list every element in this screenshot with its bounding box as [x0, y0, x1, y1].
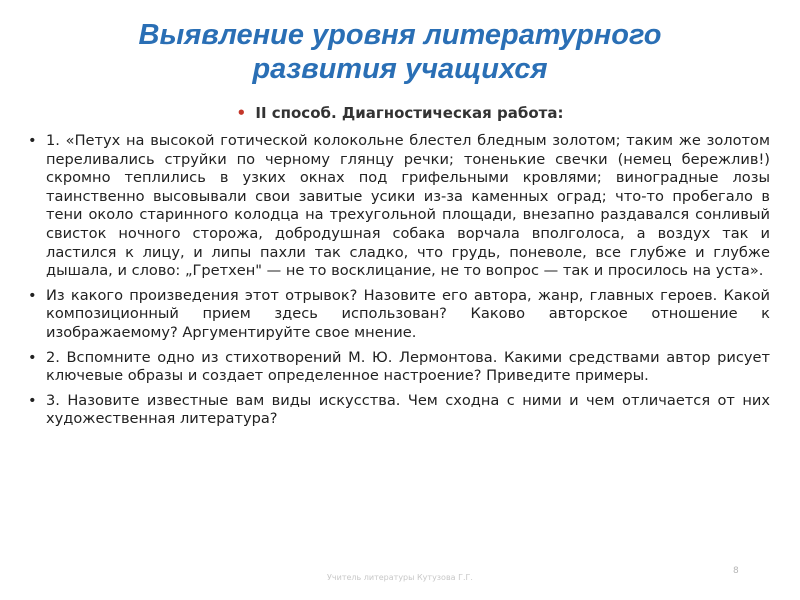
task-list [28, 132, 770, 435]
list-bullet: • [28, 286, 37, 304]
list-item-text: Из какого произведения этот отрывок? Назовите его автора, жанр, главных героев. Какой композиционный прием здесь использован? Каково авторское отношение к изображаемому? Аргументируйте свое мнение. [46, 286, 770, 341]
page-number: 8 [733, 566, 739, 576]
list-item-text: 3. Назовите известные вам виды искусства. Чем сходна с ними и чем отличается от них художественная литература? [46, 391, 770, 428]
list-bullet: • [28, 391, 37, 409]
list-item-text: 2. Вспомните одно из стихотворений М. Ю. Лермонтова. Какими средствами автор рисует ключевые образы и создает определенное настроение? Приведите примеры. [46, 348, 770, 385]
slide-title-line-2: развития учащихся [252, 53, 548, 85]
list-bullet: • [28, 132, 37, 149]
list-item [28, 349, 770, 386]
list-item [28, 287, 770, 343]
list-bullet: • [28, 348, 37, 366]
list-item [28, 392, 770, 429]
list-item [28, 132, 770, 281]
subtitle [0, 103, 800, 123]
slide-title-line-1: Выявление уровня литературного [138, 19, 662, 51]
list-item-text: 1. «Петух на высокой готической колокольне блестел бледным золотом; таким же золотом переливались струйки по черному глянцу речки; тоненькие свечки (немец бережлив!) скромно теплились в узких окнах под грифельными кровлями; виноградные лозы таинственно высовывали свои завитые усики из-за каменных оград; что-то пробегало в тени около старинного колодца на трехугольной площади, внезапно раздавался сонливый свисток ночного сторожа, добродушная собака ворчала вполголоса, а воздух так и ластился к лицу, и липы пахли так сладко, что грудь, поневоле, все глубже и глубже дышала, и слово: „Гретхен" — не то восклицание, не то вопрос — так и просилось на уста». [46, 132, 770, 280]
slide-title [0, 18, 800, 86]
subtitle-text: II способ. Диагностическая работа: [255, 104, 564, 122]
subtitle-bullet: • [236, 104, 247, 122]
footer-author: Учитель литературы Кутузова Г.Г. [327, 573, 473, 582]
